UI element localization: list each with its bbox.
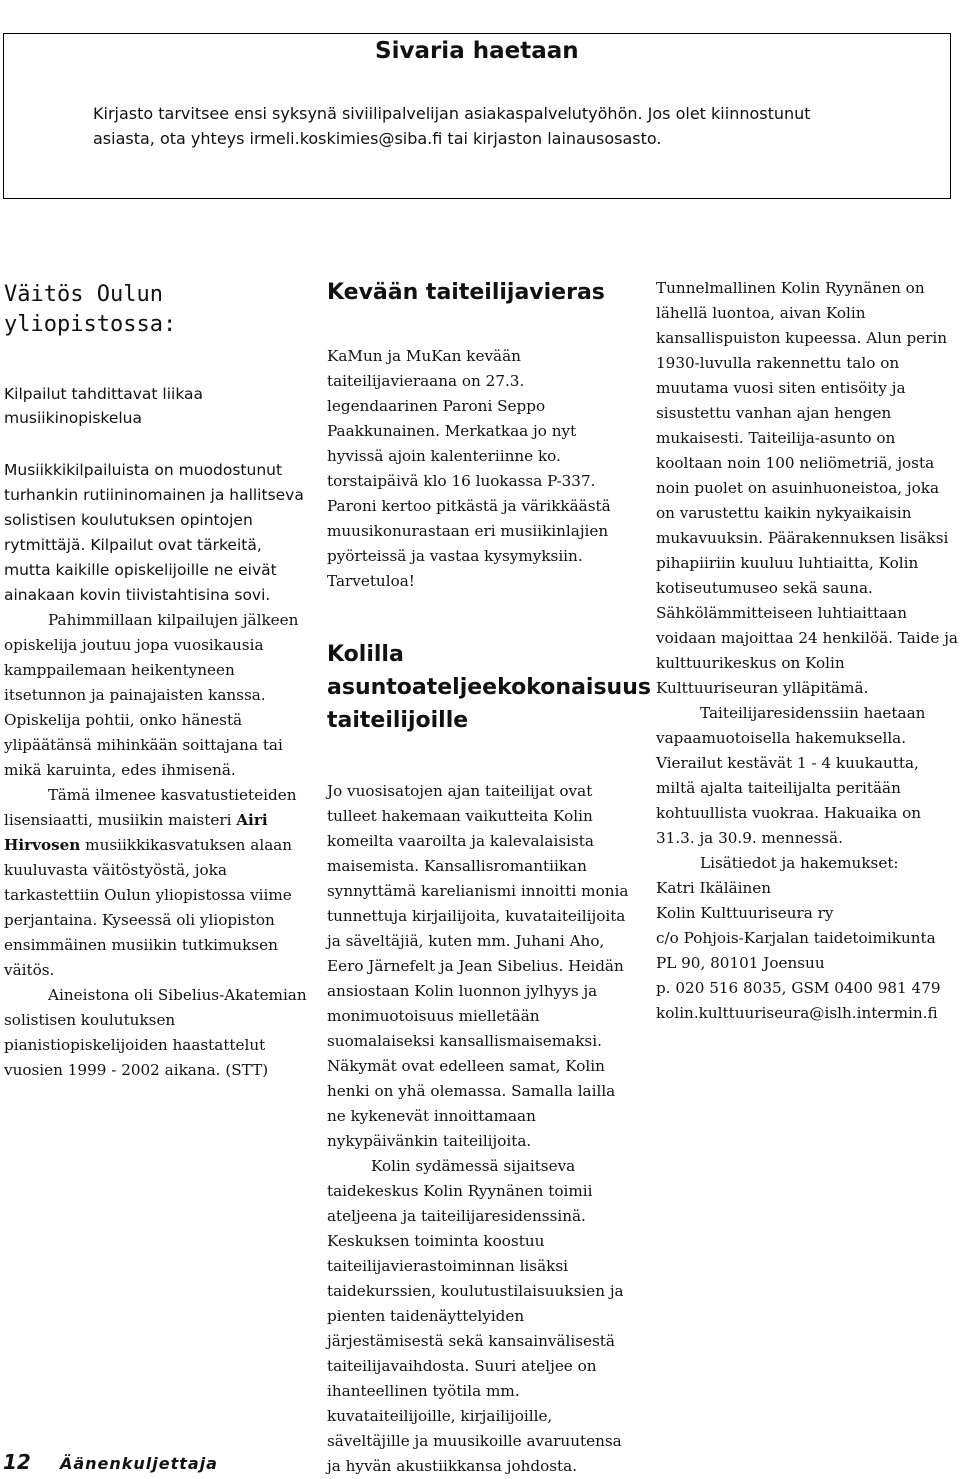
article-kicker: Väitös Oulun yliopistossa:	[4, 282, 177, 337]
contact-email: kolin.kulttuuriseura@islh.intermin.fi	[656, 1004, 938, 1022]
article-paragraph: Taiteilijaresidenssiin haetaan vapaamuotoisella hakemuksella. Vierailut kestävät 1 - 4 kuukautta, miltä ajalta taiteilijalta peritään kohtuullista vuokraa. Hakuaika on 31.3. ja 30.9. mennessä.	[656, 704, 926, 847]
article-vaitos	[4, 280, 307, 1083]
contact-address: PL 90, 80101 Joensuu	[656, 954, 825, 972]
article-subtitle: Kilpailut tahdittavat liikaa musiikinopiskelua	[4, 385, 204, 427]
contact-co: c/o Pohjois-Karjalan taidetoimikunta	[656, 929, 936, 947]
article-taiteilijavieras	[327, 278, 651, 1479]
contact-heading: Lisätiedot ja hakemukset:	[700, 854, 899, 872]
article-paragraph: Jo vuosisatojen ajan taiteilijat ovat tulleet hakemaan vaikutteita Kolin komeilta vaaroilta ja kalevalaisista maisemista. Kansallisromantiikan synnyttämä karelianismi innoitti monia tunnettuja kirjailijoita, kuvataiteilijoita ja säveltäjiä, kuten mm. Juhani Aho, Eero Järnefelt ja Jean Sibelius. Heidän ansiostaan Kolin luonnon jylhyys ja monimuotoisuus mielletään suomalaiseksi kansallismaisemaksi. Näkymät ovat edelleen samat, Kolin henki on yhä olemassa. Samalla lailla ne kykenevät innoittamaan nykypäivänkin taiteilijoita.	[327, 782, 629, 1150]
notice-text: Kirjasto tarvitsee ensi syksynä siviilipalvelijan asiakaspalvelutyöhön. Jos olet kiinnostunut asiasta, ota yhteys irmeli.koskimies@siba.fi tai kirjaston lainausosasto.	[93, 104, 811, 148]
article-lead: Musiikkikilpailuista on muodostunut turhankin rutiininomainen ja hallitseva solistisen koulutuksen opintojen rytmittäjä. Kilpailut ovat tärkeitä, mutta kaikille opiskelijoille ne eivät ainakaan kovin tiivistahtisina sovi.	[4, 461, 304, 604]
contact-org: Kolin Kulttuuriseura ry	[656, 904, 834, 922]
article-body: KaMun ja MuKan kevään taiteilijavieraana on 27.3. legendaarinen Paroni Seppo Paakkunainen. Merkatkaa jo nyt hyvissä ajoin kalenteriinne ko. torstaipäivä klo 16 luokassa P-337. Paroni kertoo pitkästä ja värikkäästä muusikonurastaan eri musiikinlajien pyörteissä ja vastaa kysymyksiin. Tarvetuloa!	[327, 347, 611, 590]
article-paragraph: Tunnelmallinen Kolin Ryynänen on lähellä luontoa, aivan Kolin kansallispuiston kupeessa. Alun perin 1930-luvulla rakennettu talo on muutama vuosi siten entisöity ja sisustettu vanhan ajan hengen mukaisesti. Taiteilija-asunto on kooltaan noin 100 neliömetriä, josta noin puolet on asuinhuoneistoa, joka on varustettu kaikin nykyaikaisin mukavuuksin. Päärakennuksen lisäksi pihapiiriin kuuluu luhtiaitta, Kolin kotiseutumuseo sekä sauna. Sähkölämmitteiseen luhtiaittaan voidaan majoittaa 24 henkilöä. Taide ja kulttuurikeskus on Kolin Kulttuuriseuran ylläpitämä.	[656, 279, 958, 697]
article-title: Kevään taiteilijavieras	[327, 280, 605, 305]
notice-title: Sivaria haetaan	[375, 38, 579, 64]
article-kolin-continued	[656, 276, 960, 1026]
magazine-name: Äänenkuljettaja	[59, 1454, 218, 1473]
article-paragraph: Pahimmillaan kilpailujen jälkeen opiskelija joutuu jopa vuosikausia kamppailemaan heikentyneen itsetunnon ja painajaisten kanssa. Opiskelija pohtii, onko hänestä ylipäätänsä mihinkään soittajana tai mikä karuinta, edes ihmisenä.	[4, 611, 299, 779]
contact-name: Katri Ikäläinen	[656, 879, 772, 897]
article-title: Kolilla asuntoateljeekokonaisuus taiteilijoille	[327, 642, 651, 733]
page-footer	[3, 1450, 218, 1474]
contact-phone: p. 020 516 8035, GSM 0400 981 479	[656, 979, 941, 997]
article-paragraph: Aineistona oli Sibelius-Akatemian solistisen koulutuksen pianistiopiskelijoiden haastattelut vuosien 1999 - 2002 aikana. (STT)	[4, 986, 307, 1079]
person-name: Airi Hirvosen	[4, 811, 268, 854]
page-number: 12	[3, 1450, 31, 1474]
article-paragraph: Kolin sydämessä sijaitseva taidekeskus Kolin Ryynänen toimii ateljeena ja taiteilijaresidenssinä. Keskuksen toiminta koostuu taiteilijavierastoiminnan lisäksi taidekurssien, koulutustilaisuuksien ja pienten taidenäyttelyiden järjestämisestä sekä kansainvälisestä taiteilijavaihdosta. Suuri ateljee on ihanteellinen työtila mm. kuvataiteilijoille, kirjailijoille, säveltäjille ja muusikoille avaruutensa ja hyvän akustiikkansa johdosta.	[327, 1157, 624, 1475]
article-paragraph: Tämä ilmenee kasvatustieteiden lisensiaatti, musiikin maisteri Airi Hirvosen musiikkikasvatuksen alaan kuuluvasta väitöstyöstä, joka tarkastettiin Oulun yliopistossa viime perjantaina. Kyseessä oli yliopiston ensimmäinen musiikin tutkimuksen väitös.	[4, 786, 297, 979]
